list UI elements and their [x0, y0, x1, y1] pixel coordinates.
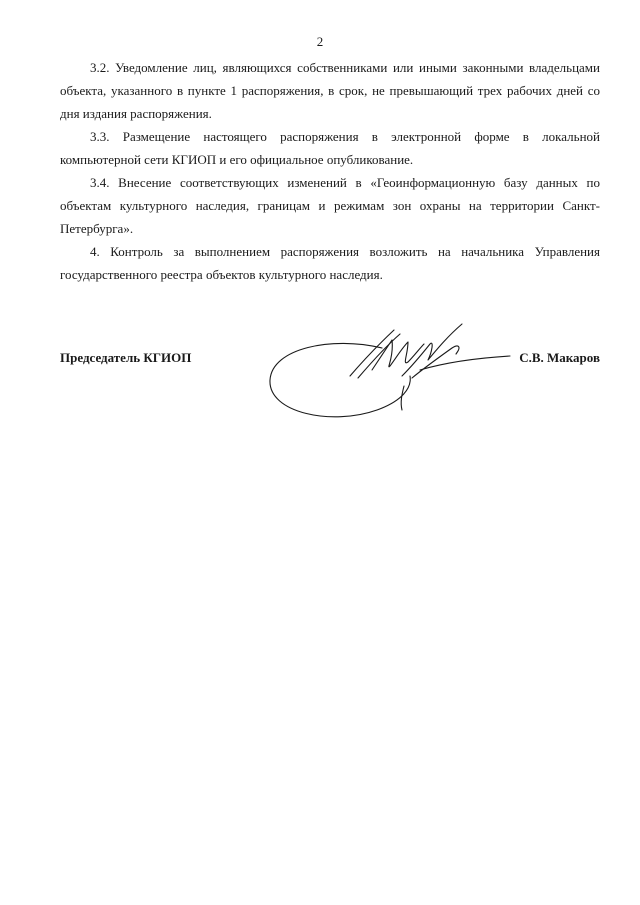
handwritten-signature — [262, 318, 512, 430]
paragraph-3-3: 3.3. Размещение настоящего распоряжения в электронной форме в локальной компьютерной сети КГИОП и его официальное опубликование. — [60, 129, 600, 167]
signature-block — [60, 350, 600, 374]
document-body — [60, 56, 600, 286]
paragraph-4: 4. Контроль за выполнением распоряжения возложить на начальника Управления государственного реестра объектов культурного наследия. — [60, 244, 600, 282]
signer-name: С.В. Макаров — [519, 350, 600, 365]
paragraph-3-4: 3.4. Внесение соответствующих изменений в «Геоинформационную базу данных по объектам культурного наследия, границам и режимам зон охраны на территории Санкт-Петербурга». — [60, 175, 600, 236]
paragraph-3-2: 3.2. Уведомление лиц, являющихся собственниками или иными законными владельцами объекта, указанного в пункте 1 распоряжения, в срок, не превышающий трех рабочих дней со дня издания распоряжения. — [60, 60, 600, 121]
signer-title: Председатель КГИОП — [60, 350, 192, 365]
page-number: 2 — [316, 34, 324, 49]
